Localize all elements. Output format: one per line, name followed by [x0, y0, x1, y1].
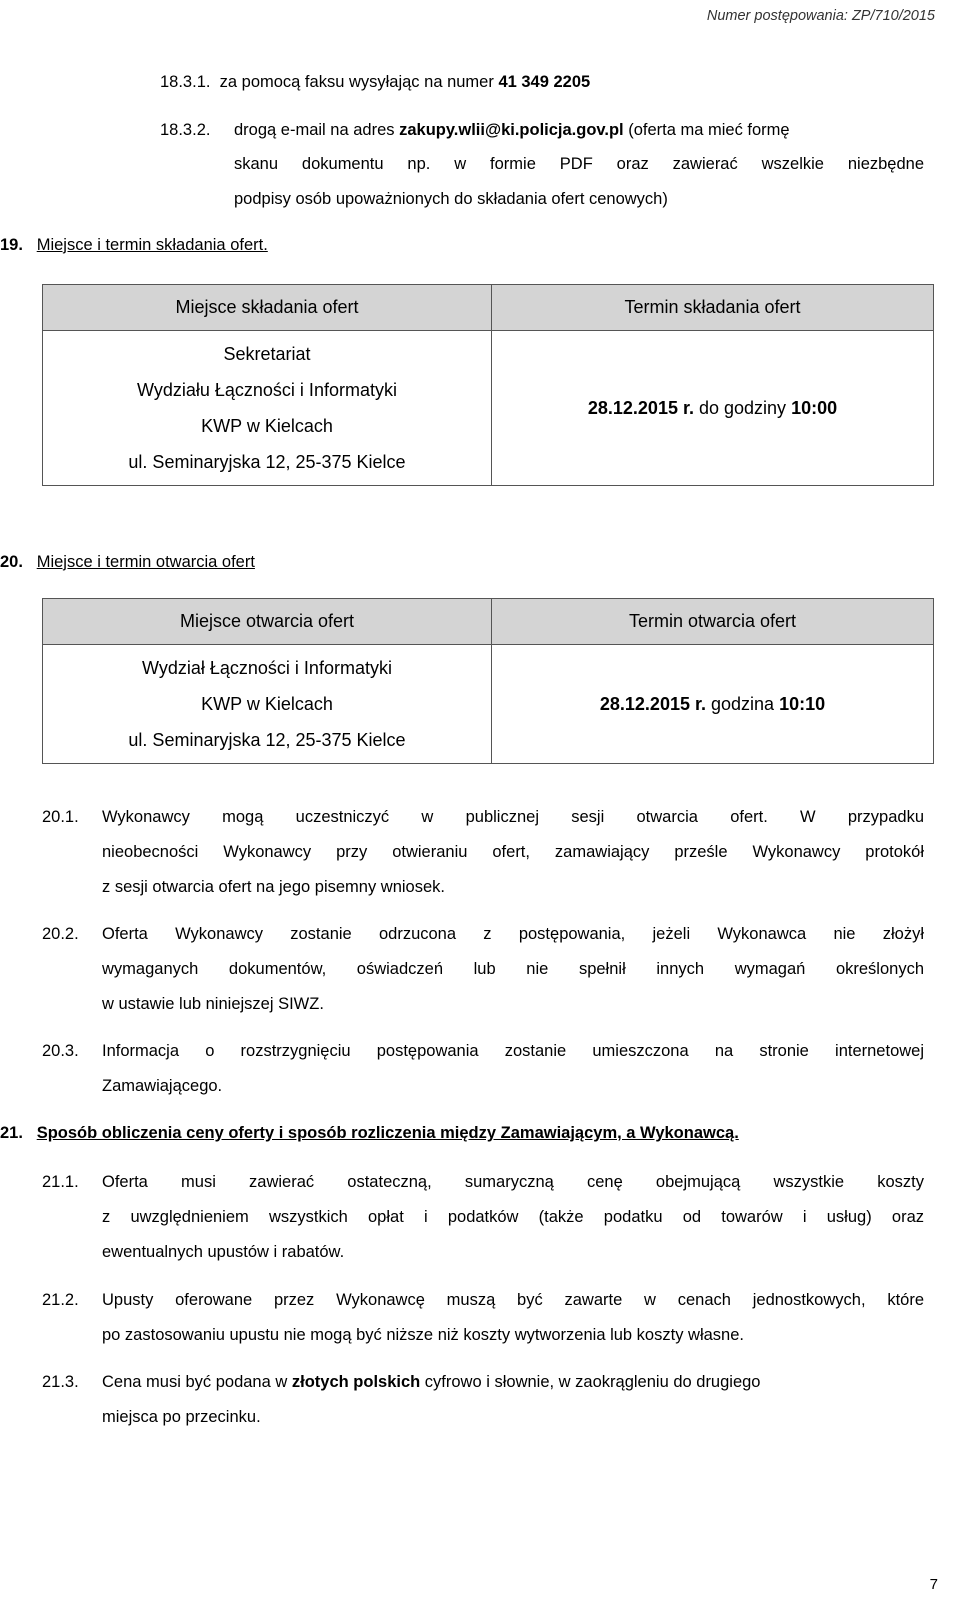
item-20-1-line2: nieobecności Wykonawcy przy otwieraniu ofert, zamawiający prześle Wykonawcy protokół: [102, 843, 924, 861]
submission-place-cell: [43, 331, 492, 486]
item-20-3-line1: Informacja o rozstrzygnięciu postępowania zostanie umieszczona na stronie internetowej: [102, 1042, 924, 1060]
item-20-2-line2: wymaganych dokumentów, oświadczeń lub nie spełnił innych wymagań określonych: [102, 960, 924, 978]
opening-date-header: Termin otwarcia ofert: [492, 599, 934, 645]
section-title: Miejsce i termin składania ofert.: [36, 236, 268, 254]
email-address: zakupy.wlii@ki.policja.gov.pl: [399, 121, 624, 139]
item-20-2-line1: Oferta Wykonawcy zostanie odrzucona z postępowania, jeżeli Wykonawca nie złożył: [102, 925, 924, 943]
place-line: KWP w Kielcach: [201, 416, 333, 436]
place-line: Wydział Łączności i Informatyki: [142, 658, 392, 678]
submission-table: [42, 284, 934, 486]
item-21-1-line2: z uwzględnieniem wszystkich opłat i podatków (także podatku od towarów i usług) oraz: [102, 1208, 924, 1226]
email-prefix: drogą e-mail na adres: [234, 121, 400, 139]
place-line: Wydziału Łączności i Informatyki: [137, 380, 397, 400]
place-line: Sekretariat: [223, 344, 311, 364]
fax-number: 41 349 2205: [498, 73, 591, 91]
item-21-2-number: 21.2.: [42, 1291, 79, 1309]
submission-date-cell: [492, 331, 934, 486]
section-title: Miejsce i termin otwarcia ofert: [36, 553, 255, 571]
email-suffix: (oferta ma mieć formę: [623, 121, 790, 139]
page-number: 7: [929, 1576, 938, 1593]
item-21-1-number: 21.1.: [42, 1173, 79, 1191]
item-text: Cena musi być podana w: [102, 1373, 292, 1391]
item-21-3-line2: miejsca po przecinku.: [102, 1408, 261, 1426]
item-20-2-line3: w ustawie lub niniejszej SIWZ.: [102, 995, 324, 1013]
submission-date: 28.12.2015 r.: [587, 397, 694, 418]
item-20-2-number: 20.2.: [42, 925, 79, 943]
submission-date-text: do godziny: [693, 397, 792, 418]
item-number: 18.3.1.: [160, 73, 211, 91]
item-text: za pomocą faksu wysyłając na numer: [219, 73, 499, 91]
opening-time: 10:10: [779, 693, 826, 714]
item-18-3-2-line3: podpisy osób upoważnionych do składania ofert cenowych): [234, 190, 668, 208]
item-20-1-line1: Wykonawcy mogą uczestniczyć w publicznej sesji otwarcia ofert. W przypadku: [102, 808, 924, 826]
item-21-2-line1: Upusty oferowane przez Wykonawcę muszą być zawarte w cenach jednostkowych, które: [102, 1291, 924, 1309]
item-text: cyfrowo i słownie, w zaokrągleniu do drugiego: [420, 1373, 761, 1391]
item-21-2-line2: po zastosowaniu upustu nie mogą być niższe niż koszty wytworzenia lub koszty własne.: [102, 1326, 744, 1344]
item-21-1-line3: ewentualnych upustów i rabatów.: [102, 1243, 345, 1261]
place-line: KWP w Kielcach: [201, 694, 333, 714]
place-line: ul. Seminaryjska 12, 25-375 Kielce: [128, 730, 406, 750]
opening-date-cell: [492, 645, 934, 764]
section-number: 21.: [0, 1124, 23, 1142]
submission-time: 10:00: [791, 397, 838, 418]
opening-place-cell: [43, 645, 492, 764]
item-18-3-2-line2: skanu dokumentu np. w formie PDF oraz zawierać wszelkie niezbędne: [234, 155, 924, 173]
submission-date-header: Termin składania ofert: [492, 285, 934, 331]
section-21-heading: [0, 1121, 739, 1145]
opening-date-text: godzina: [706, 693, 780, 714]
opening-date: 28.12.2015 r.: [599, 693, 706, 714]
item-21-3-number: 21.3.: [42, 1373, 79, 1391]
item-18-3-2-line1: [234, 118, 924, 142]
section-19-heading: [0, 233, 268, 257]
item-21-1-line1: Oferta musi zawierać ostateczną, sumaryczną cenę obejmującą wszystkie koszty: [102, 1173, 924, 1191]
item-18-3-1: [160, 70, 590, 94]
item-20-3-line2: Zamawiającego.: [102, 1077, 223, 1095]
opening-place-header: Miejsce otwarcia ofert: [43, 599, 492, 645]
item-18-3-2-number: 18.3.2.: [160, 121, 211, 139]
opening-table: [42, 598, 934, 764]
section-title: Sposób obliczenia ceny oferty i sposób rozliczenia między Zamawiającym, a Wykonawcą.: [36, 1124, 739, 1142]
item-20-1-line3: z sesji otwarcia ofert na jego pisemny wniosek.: [102, 878, 445, 896]
item-20-1-number: 20.1.: [42, 808, 79, 826]
section-number: 19.: [0, 236, 23, 254]
item-20-3-number: 20.3.: [42, 1042, 79, 1060]
item-21-3-line1: [102, 1370, 760, 1394]
section-number: 20.: [0, 553, 23, 571]
section-20-heading: [0, 550, 255, 574]
currency-emphasis: złotych polskich: [291, 1373, 421, 1391]
proceeding-number-header: Numer postępowania: ZP/710/2015: [706, 8, 935, 24]
place-line: ul. Seminaryjska 12, 25-375 Kielce: [128, 452, 406, 472]
submission-place-header: Miejsce składania ofert: [43, 285, 492, 331]
